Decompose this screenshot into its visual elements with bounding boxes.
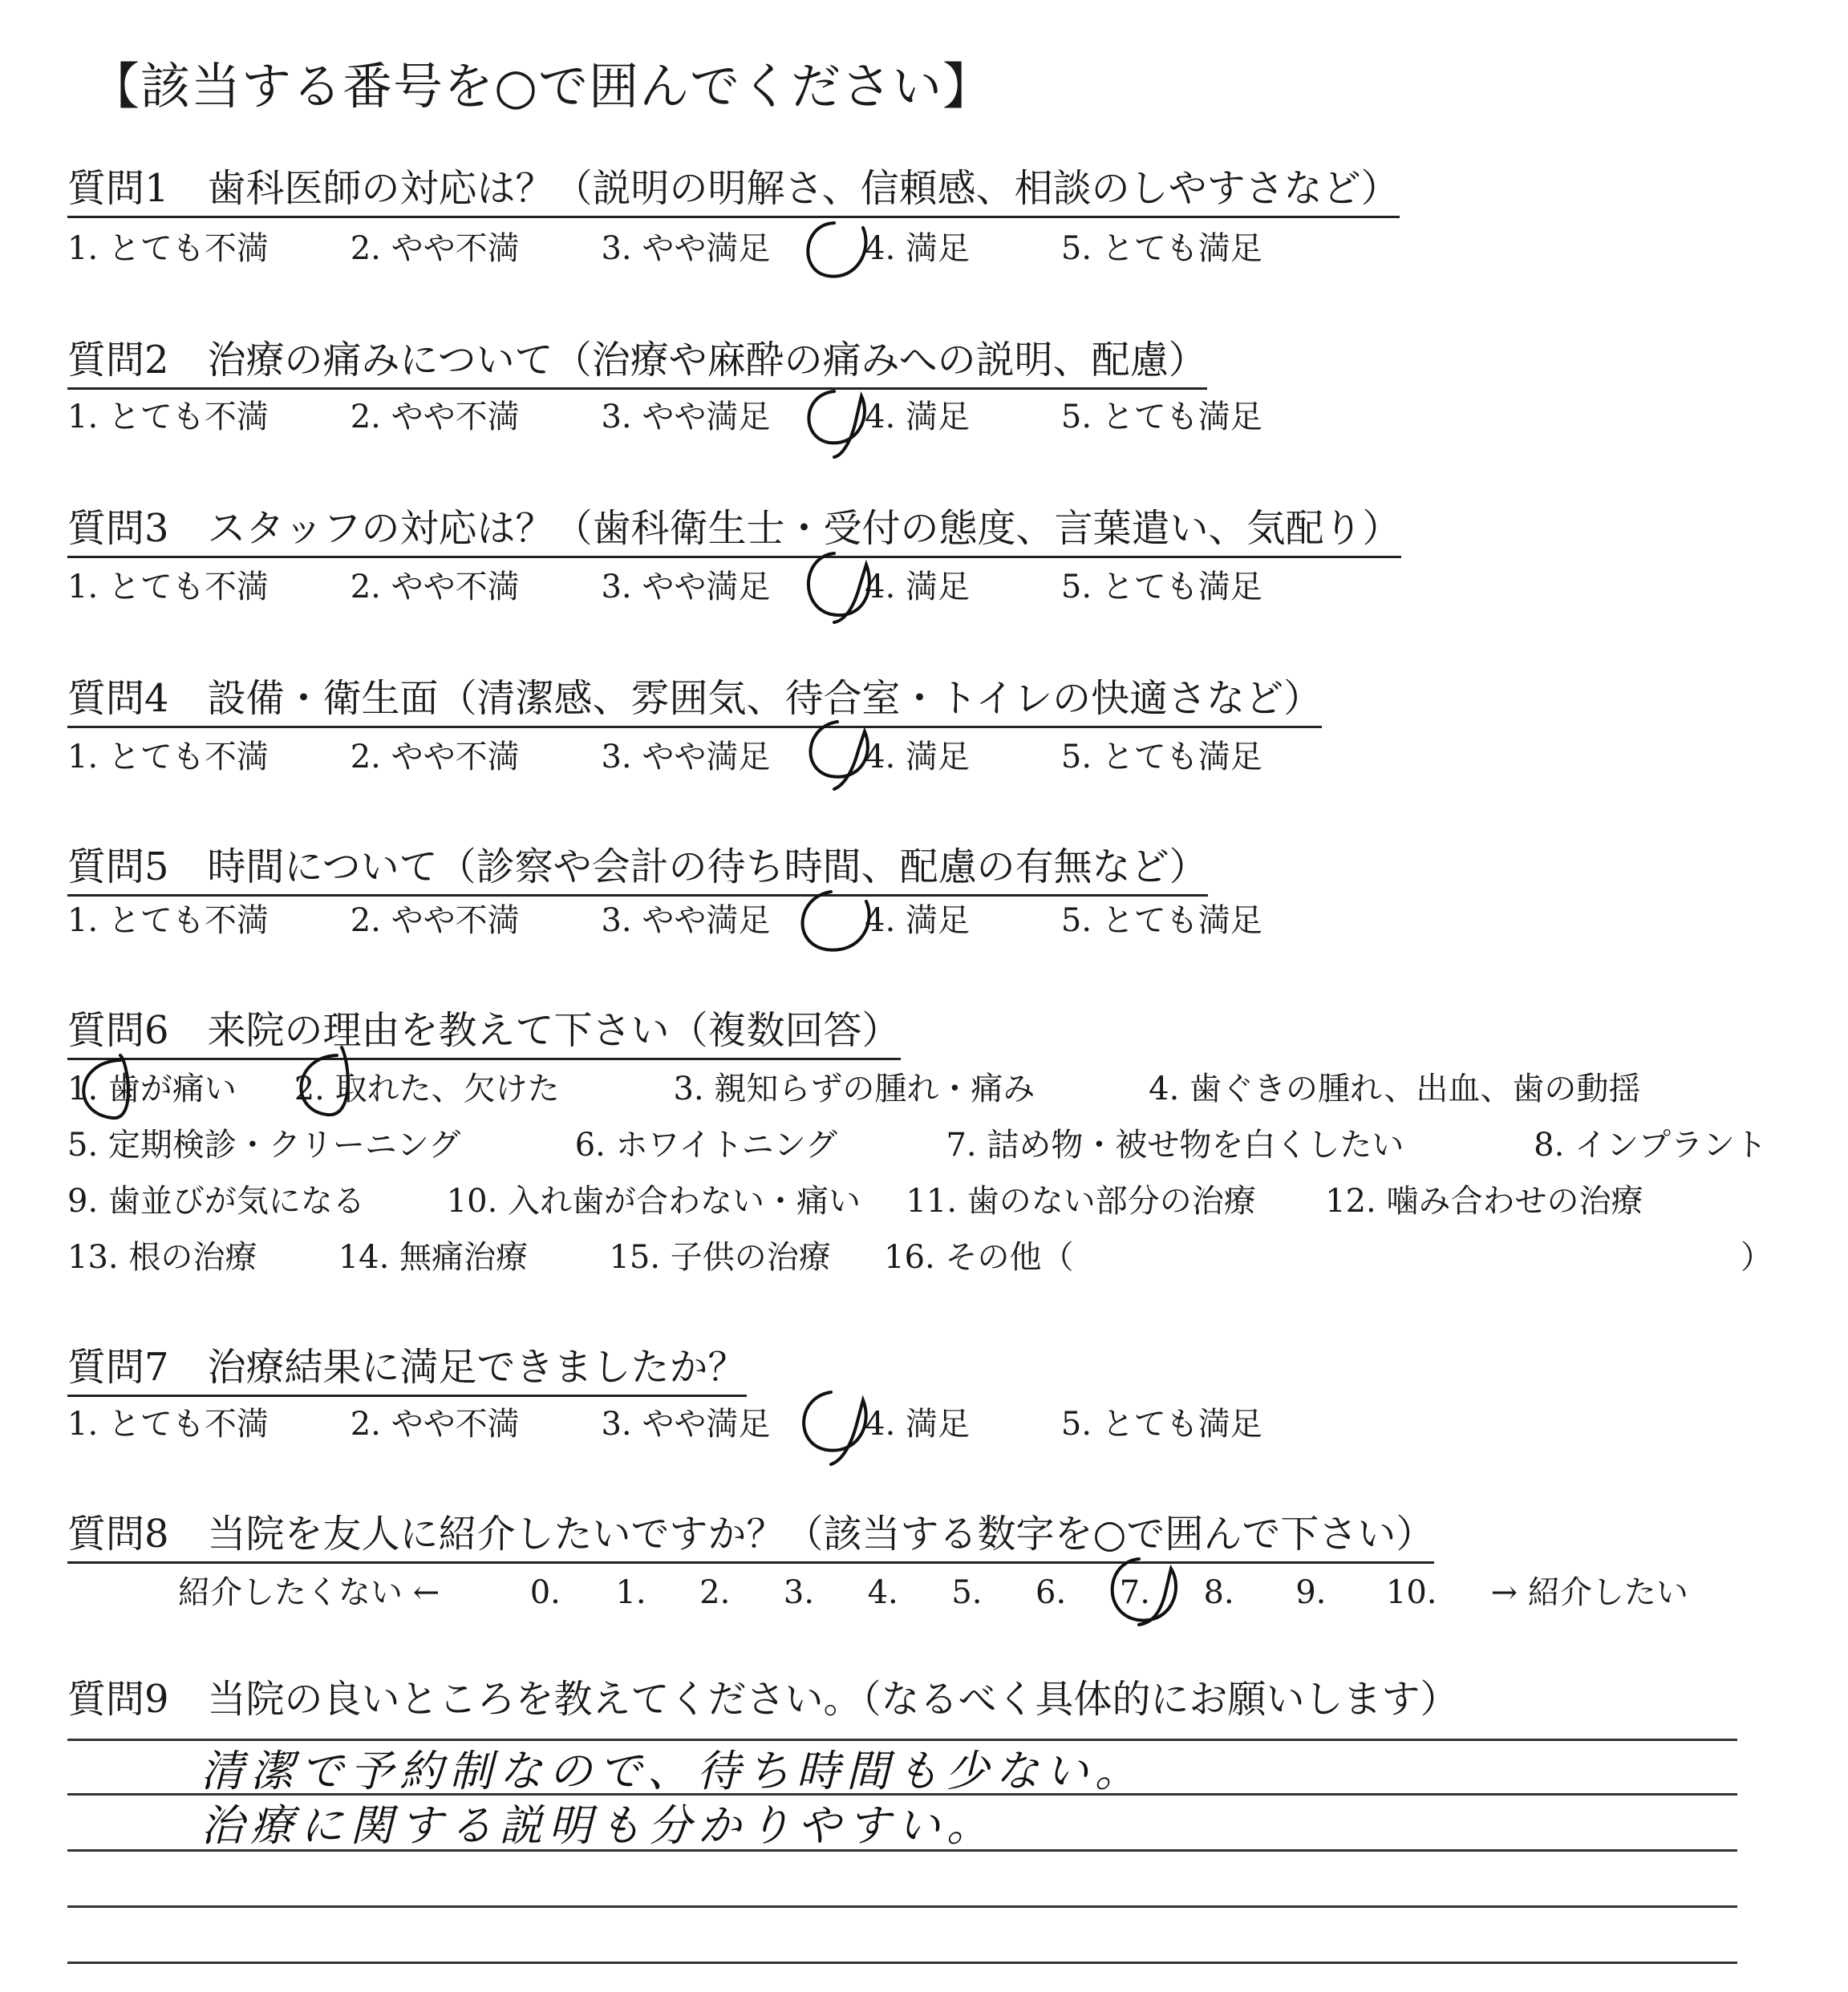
question-6-row-2: [67, 1119, 1767, 1165]
scale-9[interactable]: 9.: [1295, 1574, 1327, 1611]
question-6-title: 質問6 来院の理由を教えて下さい（複数回答）: [67, 999, 901, 1060]
option-2[interactable]: 2. やや不満: [350, 230, 520, 267]
answer-line-5: [67, 1962, 1737, 1964]
reason-1[interactable]: 1. 歯が痛い: [67, 1071, 237, 1107]
question-3-options: [67, 561, 1262, 607]
instruction-header: 【該当する番号を○で囲んでください】: [90, 57, 994, 115]
option-1[interactable]: 1. とても不満: [67, 902, 269, 939]
scale-3[interactable]: 3.: [783, 1574, 815, 1611]
other-close-paren: ）: [1741, 1239, 1773, 1276]
question-3-title: 質問3 スタッフの対応は？（歯科衛生士・受付の態度、言葉遣い、気配り）: [67, 497, 1401, 558]
reason-3[interactable]: 3. 親知らずの腫れ・痛み: [673, 1071, 1035, 1107]
scale-0[interactable]: 0.: [529, 1574, 561, 1611]
option-1[interactable]: 1. とても不満: [67, 739, 269, 775]
option-3[interactable]: 3. やや満足: [601, 569, 771, 605]
question-5-title: 質問5 時間について（診察や会計の待ち時間、配慮の有無など）: [67, 836, 1208, 897]
option-4[interactable]: 4. 満足: [865, 1406, 971, 1443]
option-4[interactable]: 4. 満足: [865, 902, 971, 939]
option-4[interactable]: 4. 満足: [865, 230, 971, 267]
handwritten-answer-line-2[interactable]: 治療に関する説明も分かりやすい。: [201, 1800, 996, 1851]
scale-left-label: 紹介したくない ←: [178, 1574, 440, 1611]
option-5[interactable]: 5. とても満足: [1060, 230, 1262, 267]
option-1[interactable]: 1. とても不満: [67, 230, 269, 267]
option-3[interactable]: 3. やや満足: [601, 902, 771, 939]
scale-7[interactable]: 7.: [1119, 1574, 1150, 1611]
option-4[interactable]: 4. 満足: [865, 739, 971, 775]
question-4-title: 質問4 設備・衛生面（清潔感、雰囲気、待合室・トイレの快適さなど）: [67, 667, 1322, 728]
scale-right-label: → 紹介したい: [1490, 1574, 1688, 1611]
option-4[interactable]: 4. 満足: [865, 399, 971, 435]
question-1-title: 質問1 歯科医師の対応は？（説明の明解さ、信頼感、相談のしやすさなど）: [67, 157, 1400, 218]
scale-5[interactable]: 5.: [951, 1574, 983, 1611]
reason-2[interactable]: 2. 取れた、欠けた: [294, 1071, 560, 1107]
option-3[interactable]: 3. やや満足: [601, 230, 771, 267]
scale-1[interactable]: 1.: [615, 1574, 646, 1611]
question-1-options: [67, 223, 1262, 269]
scale-4[interactable]: 4.: [867, 1574, 898, 1611]
option-4[interactable]: 4. 満足: [865, 569, 971, 605]
reason-4[interactable]: 4. 歯ぐきの腫れ、出血、歯の動揺: [1149, 1071, 1641, 1107]
option-2[interactable]: 2. やや不満: [350, 1406, 520, 1443]
answer-line-4: [67, 1905, 1737, 1908]
scale-6[interactable]: 6.: [1035, 1574, 1067, 1611]
question-6-row-4: [67, 1232, 1073, 1277]
question-2-options: [67, 391, 1262, 437]
question-7-options: [67, 1399, 1262, 1444]
option-5[interactable]: 5. とても満足: [1060, 569, 1262, 605]
question-6-row-1: [67, 1063, 1640, 1109]
option-2[interactable]: 2. やや不満: [350, 569, 520, 605]
option-5[interactable]: 5. とても満足: [1060, 739, 1262, 775]
reason-8[interactable]: 8. インプラント: [1534, 1127, 1768, 1164]
question-8-title: 質問8 当院を友人に紹介したいですか？（該当する数字を○で囲んで下さい）: [67, 1503, 1434, 1564]
question-5-options: [67, 895, 1262, 941]
question-7-title: 質問7 治療結果に満足できましたか？: [67, 1336, 747, 1397]
reason-5[interactable]: 5. 定期検診・クリーニング: [67, 1127, 461, 1164]
question-6-row-3: [67, 1176, 1643, 1221]
question-8-scale: [178, 1567, 1688, 1613]
reason-16[interactable]: 16. その他（: [884, 1239, 1074, 1276]
scale-8[interactable]: 8.: [1203, 1574, 1234, 1611]
option-2[interactable]: 2. やや不満: [350, 902, 520, 939]
reason-15[interactable]: 15. 子供の治療: [609, 1239, 831, 1276]
option-5[interactable]: 5. とても満足: [1060, 902, 1262, 939]
option-2[interactable]: 2. やや不満: [350, 739, 520, 775]
question-4-options: [67, 731, 1262, 777]
scale-10[interactable]: 10.: [1385, 1574, 1437, 1611]
reason-9[interactable]: 9. 歯並びが気になる: [67, 1183, 365, 1220]
reason-7[interactable]: 7. 詰め物・被せ物を白くしたい: [946, 1127, 1404, 1164]
question-9-title: 質問9 当院の良いところを教えてください。（なるべく具体的にお願いします）: [67, 1677, 1459, 1722]
handwritten-answer-line-1[interactable]: 清潔で予約制なので、待ち時間も少ない。: [201, 1746, 1145, 1796]
reason-11[interactable]: 11. 歯のない部分の治療: [906, 1183, 1256, 1220]
reason-13[interactable]: 13. 根の治療: [67, 1239, 257, 1276]
option-1[interactable]: 1. とても不満: [67, 569, 269, 605]
option-3[interactable]: 3. やや満足: [601, 399, 771, 435]
option-5[interactable]: 5. とても満足: [1060, 399, 1262, 435]
question-2-title: 質問2 治療の痛みについて（治療や麻酔の痛みへの説明、配慮）: [67, 329, 1207, 390]
option-2[interactable]: 2. やや不満: [350, 399, 520, 435]
reason-12[interactable]: 12. 噛み合わせの治療: [1325, 1183, 1643, 1220]
reason-6[interactable]: 6. ホワイトニング: [574, 1127, 837, 1164]
option-3[interactable]: 3. やや満足: [601, 1406, 771, 1443]
option-5[interactable]: 5. とても満足: [1060, 1406, 1262, 1443]
option-1[interactable]: 1. とても不満: [67, 1406, 269, 1443]
option-1[interactable]: 1. とても不満: [67, 399, 269, 435]
option-3[interactable]: 3. やや満足: [601, 739, 771, 775]
scale-2[interactable]: 2.: [699, 1574, 731, 1611]
reason-14[interactable]: 14. 無痛治療: [338, 1239, 529, 1276]
reason-10[interactable]: 10. 入れ歯が合わない・痛い: [446, 1183, 861, 1220]
